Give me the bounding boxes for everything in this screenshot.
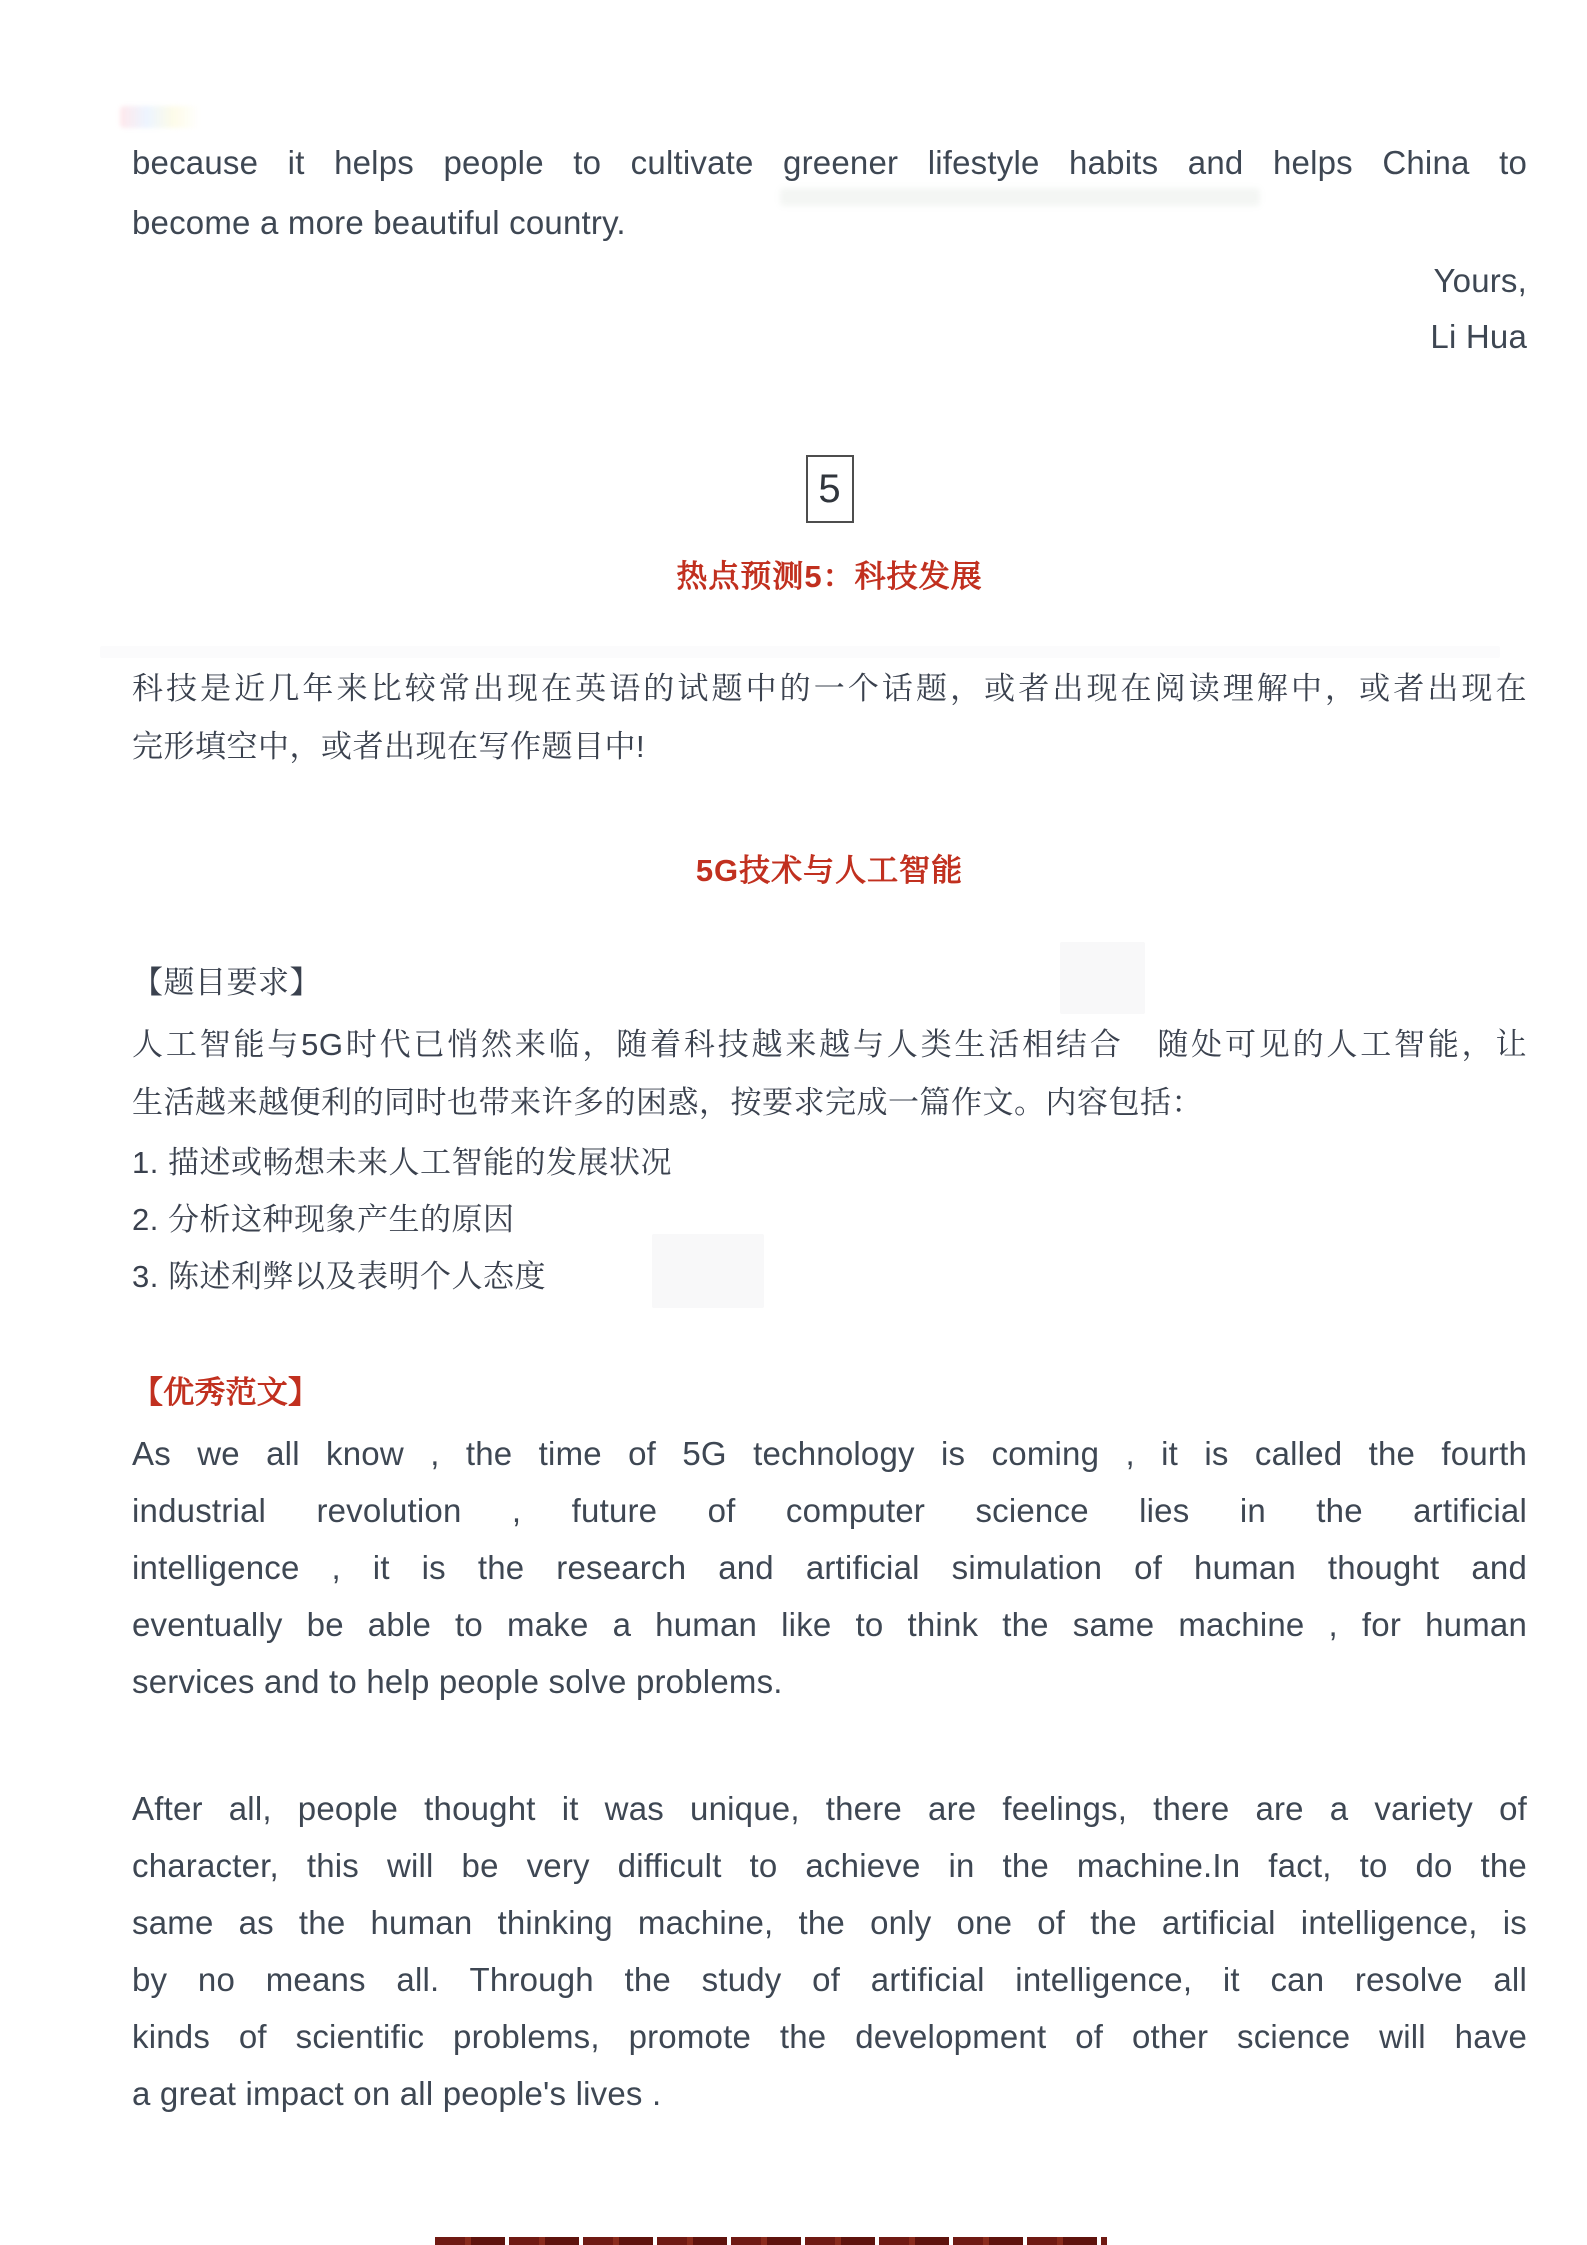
essay-line: intelligence , it is the research and artificial simulation of human thought and bbox=[132, 1549, 1527, 1586]
intro-line: 完形填空中，或者出现在写作题目中! bbox=[132, 729, 646, 764]
essay-line: After all, people thought it was unique, there are feelings, there are a variety of bbox=[132, 1790, 1527, 1827]
letter-body-line: become a more beautiful country. bbox=[132, 204, 626, 241]
requirements-label: 【题目要求】 bbox=[132, 965, 321, 1000]
essay-line: character, this will be very difficult to achieve in the machine.In fact, to do the bbox=[132, 1847, 1527, 1884]
section-number-box bbox=[806, 455, 854, 523]
requirement-item: 1. 描述或畅想未来人工智能的发展状况 bbox=[132, 1145, 672, 1180]
model-essay-label: 【优秀范文】 bbox=[132, 1375, 320, 1410]
requirement-item: 3. 陈述利弊以及表明个人态度 bbox=[132, 1259, 546, 1294]
topic-heading: 5G技术与人工智能 bbox=[695, 853, 964, 888]
letter-signature: Li Hua bbox=[1430, 318, 1527, 355]
scan-smudge-artifact bbox=[100, 646, 1500, 658]
intro-line: 科技是近几年来比较常出现在英语的试题中的一个话题，或者出现在阅读理解中，或者出现在 bbox=[132, 671, 1527, 706]
section-number-row bbox=[132, 455, 1527, 523]
section-number: 5 bbox=[818, 466, 841, 511]
requirements-line: 生活越来越便利的同时也带来许多的困惑，按要求完成一篇作文。内容包括： bbox=[132, 1085, 1203, 1120]
scan-smudge-artifact bbox=[120, 106, 200, 128]
letter-body-line: because it helps people to cultivate greener lifestyle habits and helps China to bbox=[132, 144, 1527, 181]
essay-line: As we all know , the time of 5G technology is coming , it is called the fourth bbox=[132, 1435, 1527, 1472]
essay-line: industrial revolution , future of computer science lies in the artificial bbox=[132, 1492, 1527, 1529]
essay-line: by no means all. Through the study of artificial intelligence, it can resolve all bbox=[132, 1961, 1527, 1998]
essay-line: same as the human thinking machine, the only one of the artificial intelligence, is bbox=[132, 1904, 1527, 1941]
essay-line: eventually be able to make a human like to think the same machine , for human bbox=[132, 1606, 1527, 1643]
cutoff-next-heading-strip bbox=[435, 2237, 1107, 2245]
letter-signoff: Yours, bbox=[1433, 262, 1527, 299]
essay-line: services and to help people solve problems. bbox=[132, 1663, 783, 1700]
requirements-line: 人工智能与5G时代已悄然来临，随着科技越来越与人类生活相结合 随处可见的人工智能，让 bbox=[132, 1027, 1527, 1062]
essay-line: kinds of scientific problems, promote the development of other science will have bbox=[132, 2018, 1527, 2055]
requirement-item: 2. 分析这种现象产生的原因 bbox=[132, 1202, 515, 1237]
hot-prediction-heading: 热点预测5：科技发展 bbox=[676, 559, 983, 594]
essay-line: a great impact on all people's lives . bbox=[132, 2075, 662, 2112]
